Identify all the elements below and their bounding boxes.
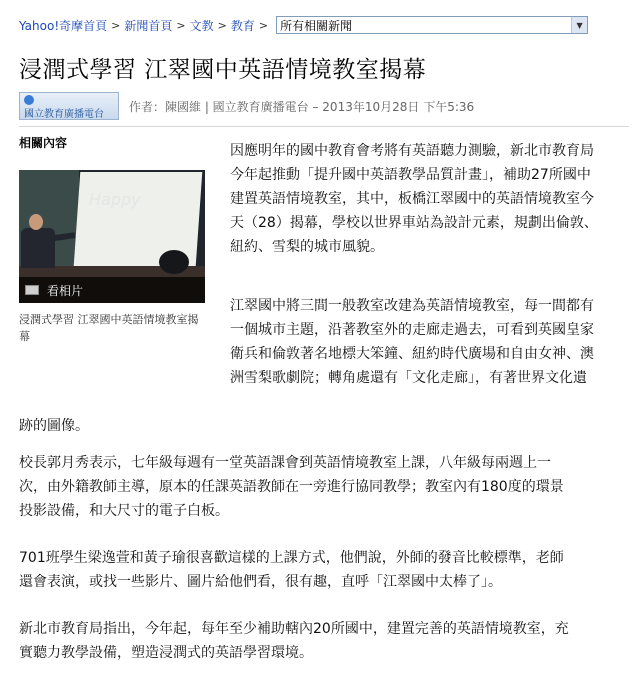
- article-paragraph-2-tail: [19, 414, 89, 438]
- article-title: 浸潤式學習 江翠國中英語情境教室揭幕: [19, 57, 427, 83]
- article-paragraph-1: [230, 139, 598, 259]
- paragraph-line: 還會表演，或找一些影片、圖片給他們看，很有趣，直呼「江翠國中太棒了」。: [19, 574, 502, 590]
- source-logo-text: 國立教育廣播電台: [24, 109, 104, 120]
- sidebar-title: 相關內容: [19, 136, 68, 150]
- view-photos-label: 看相片: [47, 283, 84, 298]
- paragraph-line: 天（28）揭幕，學校以世界車站為設計元素，規劃出倫敦、: [230, 215, 598, 231]
- article-paragraph-2: [230, 294, 594, 390]
- article-meta: 作者：陳國維 | 國立教育廣播電台 – 2013年10月28日 下午5:36: [129, 99, 475, 114]
- photo-student-head: [159, 250, 189, 274]
- article-paragraph-5: [19, 617, 569, 665]
- photo-teacher-head: [29, 214, 43, 230]
- paragraph-line: 701班學生梁逸萱和黃子瑜很喜歡這樣的上課方式，他們說，外師的發音比較標準，老師: [19, 550, 564, 566]
- view-photos-button[interactable]: [19, 277, 205, 303]
- breadcrumb-news-home[interactable]: 新聞首頁: [124, 18, 173, 33]
- breadcrumb-separator: >: [258, 18, 269, 32]
- related-news-select[interactable]: [276, 16, 588, 34]
- photo-gallery-icon: [25, 285, 39, 295]
- header-divider: [19, 126, 629, 127]
- paragraph-line: 洲雪梨歌劇院；轉角處還有「文化走廊」，有著世界文化遺: [230, 370, 587, 386]
- paragraph-line: 跡的圖像。: [19, 418, 89, 434]
- source-logo[interactable]: [19, 92, 119, 120]
- photo-screen-text: Happy: [89, 190, 141, 209]
- paragraph-line: 實聽力教學設備，塑造浸潤式的英語學習環境。: [19, 645, 313, 661]
- chevron-down-icon[interactable]: ▼: [571, 17, 587, 33]
- paragraph-line: 因應明年的國中教育會考將有英語聽力測驗，新北市教育局: [230, 143, 594, 159]
- paragraph-line: 衛兵和倫敦著名地標大笨鐘、紐約時代廣場和自由女神、澳: [230, 346, 594, 362]
- paragraph-line: 校長郭月秀表示，七年級每週有一堂英語課會到英語情境教室上課，八年級每兩週上一: [19, 455, 551, 471]
- breadcrumb-culture-education[interactable]: 文教: [189, 18, 214, 33]
- photo-teacher-body: [21, 228, 55, 268]
- sidebar-related: [19, 130, 205, 345]
- paragraph-line: 投影設備，和大尺寸的電子白板。: [19, 503, 229, 519]
- related-news-select-value: 所有相關新聞: [280, 18, 353, 33]
- paragraph-line: 今年起推動「提升國中英語教學品質計畫」，補助27所國中: [230, 167, 591, 183]
- breadcrumb-education[interactable]: 教育: [230, 18, 255, 33]
- paragraph-line: 新北市教育局指出，今年起，每年至少補助轄內20所國中，建置完善的英語情境教室，充: [19, 621, 569, 637]
- article-byline: [19, 91, 629, 121]
- paragraph-line: 紐約、雪梨的城市風貌。: [230, 239, 384, 255]
- article-paragraph-4: [19, 546, 564, 594]
- breadcrumb-separator: >: [111, 18, 121, 32]
- logo-mark-icon: [24, 95, 34, 105]
- article-paragraph-3: [19, 451, 564, 523]
- paragraph-line: 江翠國中將三間一般教室改建為英語情境教室，每一間都有: [230, 298, 594, 314]
- article-photo[interactable]: [19, 170, 205, 303]
- breadcrumb: [19, 16, 588, 34]
- breadcrumb-yahoo-home[interactable]: Yahoo!奇摩首頁: [19, 18, 108, 33]
- paragraph-line: 一個城市主題，沿著教室外的走廊走過去，可看到英國皇家: [230, 322, 594, 338]
- breadcrumb-separator: >: [217, 18, 227, 32]
- paragraph-line: 次，由外籍教師主導，原本的任課英語教師在一旁進行協同教學；教室內有180度的環景: [19, 479, 564, 495]
- breadcrumb-separator: >: [176, 18, 186, 32]
- paragraph-line: 建置英語情境教室，其中，板橋江翠國中的英語情境教室今: [230, 191, 594, 207]
- photo-caption[interactable]: 浸潤式學習 江翠國中英語情境教室揭幕: [19, 313, 199, 343]
